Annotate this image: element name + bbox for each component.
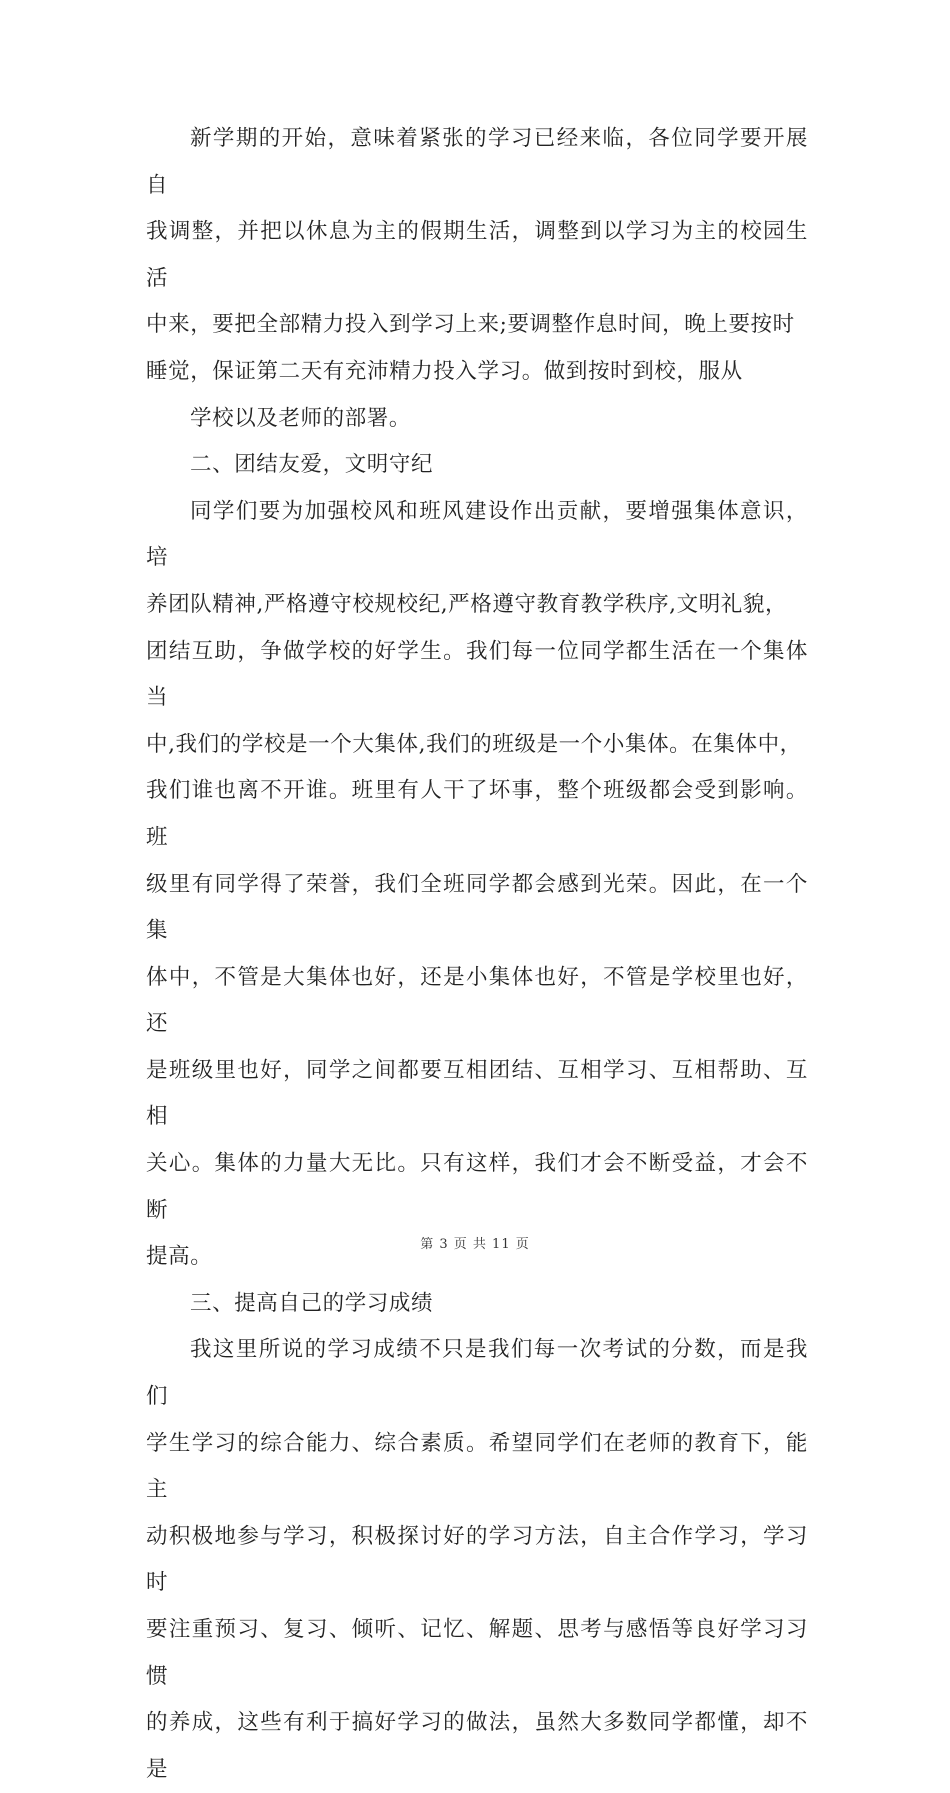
section-heading [146, 442, 808, 489]
text-line: 中来，要把全部精力投入到学习上来;要调整作息时间，晚上要按时 [146, 312, 795, 338]
text-line: 新学期的开始，意味着紧张的学习已经来临，各位同学要开展自 [146, 126, 808, 198]
text-line: 我调整，并把以休息为主的假期生活，调整到以学习为主的校园生活 [146, 219, 808, 291]
text-line: 体中，不管是大集体也好，还是小集体也好，不管是学校里也好，还 [146, 964, 808, 1037]
text-line: 中,我们的学校是一个大集体,我们的班级是一个小集体。在集体中， [146, 731, 802, 757]
text-line: 动积极地参与学习，积极探讨好的学习方法，自主合作学习，学习时 [146, 1523, 808, 1596]
text-line: 团结互助，争做学校的好学生。我们每一位同学都生活在一个集体当 [146, 638, 808, 711]
text-line: 二、团结友爱，文明守纪 [190, 452, 434, 478]
text-line: 同学们要为加强校风和班风建设作出贡献，要增强集体意识，培 [146, 498, 808, 571]
text-line: 学生学习的综合能力、综合素质。希望同学们在老师的教育下，能主 [146, 1430, 808, 1503]
text-line: 是班级里也好，同学之间都要互相团结、互相学习、互相帮助、互相 [146, 1057, 808, 1130]
text-line: 的养成，这些有利于搞好学习的做法，虽然大多数同学都懂，却不是 [146, 1710, 808, 1782]
text-line: 我这里所说的学习成绩不只是我们每一次考试的分数，而是我们 [146, 1337, 808, 1410]
body-paragraph [146, 1327, 808, 1793]
text-line: 级里有同学得了荣誉，我们全班同学都会感到光荣。因此，在一个集 [146, 871, 808, 944]
page-footer: 第 3 页 共 11 页 [420, 1237, 530, 1252]
text-line: 关心。集体的力量大无比。只有这样，我们才会不断受益，才会不断 [146, 1151, 808, 1223]
body-paragraph [146, 116, 808, 396]
text-line: 养团队精神,严格遵守校规校纪,严格遵守教育教学秩序,文明礼貌， [146, 591, 788, 617]
body-paragraph [146, 396, 808, 443]
body-paragraph [146, 489, 808, 1281]
text-line: 提高。 [146, 1244, 213, 1270]
text-line: 三、提高自己的学习成绩 [190, 1290, 434, 1316]
text-line: 我们谁也离不开谁。班里有人干了坏事，整个班级都会受到影响。班 [146, 778, 808, 850]
text-line: 睡觉，保证第二天有充沛精力投入学习。做到按时到校，服从 [146, 358, 743, 384]
section-heading [146, 1281, 808, 1328]
text-line: 学校以及老师的部署。 [190, 405, 412, 431]
document-body [146, 116, 808, 1793]
text-line: 要注重预习、复习、倾听、记忆、解题、思考与感悟等良好学习习惯 [146, 1617, 808, 1689]
